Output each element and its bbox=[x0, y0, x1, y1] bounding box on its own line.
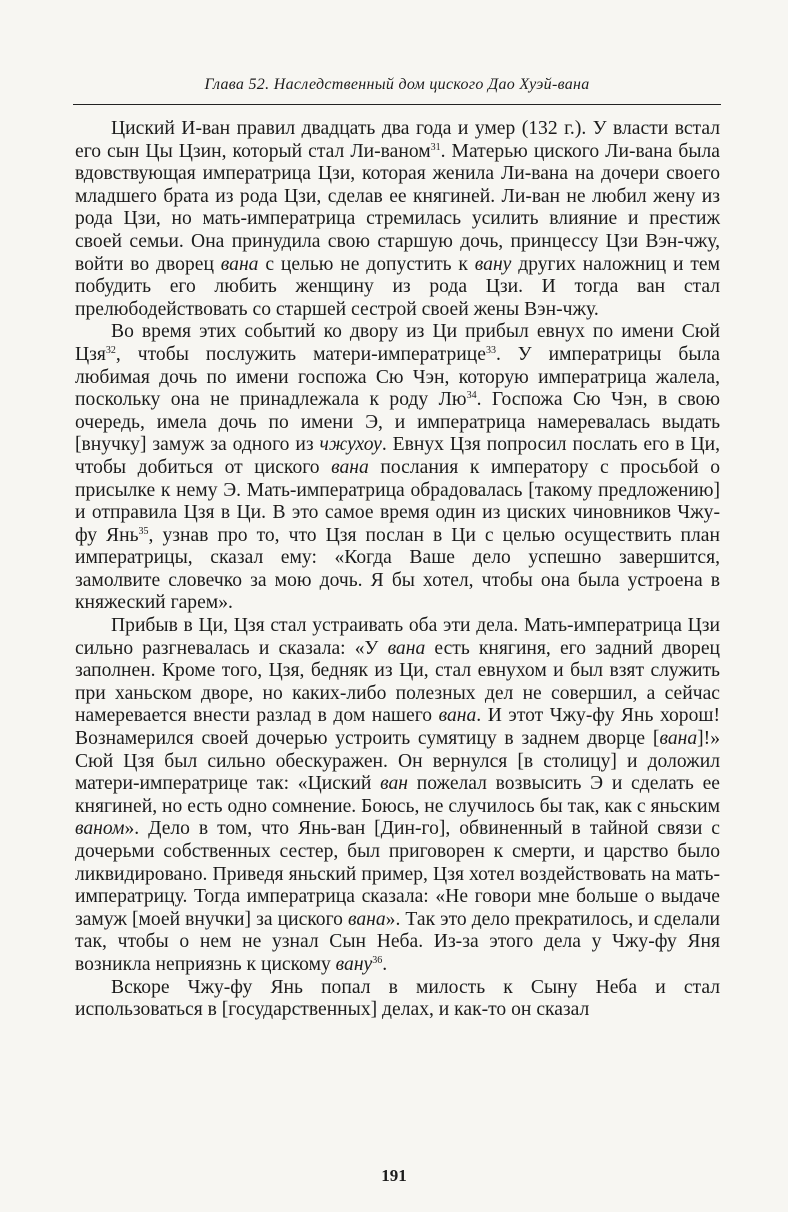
running-header: Глава 52. Наследственный дом циского Дао Хуэй-вана bbox=[204, 76, 590, 93]
paragraph: Циский И-ван правил двадцать два года и умер (132 г.). У власти встал его сын Цы Цзин, который стал Ли-ваном$^{31}$. Матерью циского Ли-вана была вдовствующая императрица Цзи, которая женила Ли-вана на дочери своего младшего брата из рода Цзи, сделав ее княгиней. Ли-ван не любил жену из рода Цзи, но мать-императрица стремилась усилить влияние и престиж своей семьи. Она принудила свою старшую дочь, принцессу Цзи Вэн-чжу, войти во дворец вана с целью не допустить к вану других наложниц и тем побудить его любить женщину из рода Цзи. И тогда ван стал прелюбодействовать со старшей сестрой своей жены Вэн-чжу. bbox=[75, 118, 720, 320]
paragraph: Вскоре Чжу-фу Янь попал в милость к Сыну Неба и стал использоваться в [государственных] делах, и как-то он сказал bbox=[75, 976, 720, 1021]
body-text bbox=[75, 118, 720, 1022]
paragraph: Прибыв в Ци, Цзя стал устраивать оба эти дела. Мать-императрица Цзи сильно разгневалась и сказала: «У вана есть княгиня, его задний дворец заполнен. Кроме того, Цзя, бедняк из Ци, стал евнухом и был взят служить при ханьском дворе, но каких-либо полезных дел не совершил, а сейчас намеревается внести разлад в дом нашего вана. И этот Чжу-фу Янь хорош! Вознамерился своей дочерью устроить сумятицу в заднем дворце [вана]!» Сюй Цзя был сильно обескуражен. Он вернулся [в столицу] и доложил матери-императрице так: «Циский ван пожелал возвысить Э и сделать ее княгиней, но есть одно сомнение. Боюсь, не случилось бы так, как с яньским ваном». Дело в том, что Янь-ван [Дин-го], обвиненный в тайной связи с дочерьми собственных сестер, был приговорен к смерти, и царство было ликвидировано. Приведя яньский пример, Цзя хотел воздействовать на мать-императрицу. Тогда императрица сказала: «Не говори мне больше о выдаче замуж [моей внучки] за циского вана». Так это дело прекратилось, и сделали так, чтобы о нем не узнал Сын Неба. Из-за этого дела у Чжу-фу Яня возникла неприязнь к цискому вану$^{36}$. bbox=[75, 615, 720, 975]
paragraph: Во время этих событий ко двору из Ци прибыл евнух по имени Сюй Цзя$^{32}$, чтобы послужить матери-императрице$^{33}$. У императрицы была любимая дочь по имени госпожа Сю Чэн, которую императрица жалела, поскольку она не принадлежала к роду $Лю^{34}$. Госпожа Сю Чэн, в свою очередь, имела дочь по имени Э, и императрица намеревалась выдать [внучку] замуж за одного из чжухоу. Евнух Цзя попросил послать его в Ци, чтобы добиться от циского вана послания к императору с просьбой о присылке к нему Э. Мать-императрица обрадовалась [такому предложению] и отправила Цзя в Ци. В это самое время один из циских чиновников Чжу-фу Янь$^{35}$, узнав про то, что Цзя послан в Ци с целью осуществить план императрицы, сказал ему: «Когда Ваше дело успешно завершится, замолвите словечко за мою дочь. Я бы хотел, чтобы она была устроена в княжеский гарем». bbox=[75, 321, 720, 614]
header-rule bbox=[73, 104, 721, 105]
page-number: 191 bbox=[381, 1166, 407, 1185]
